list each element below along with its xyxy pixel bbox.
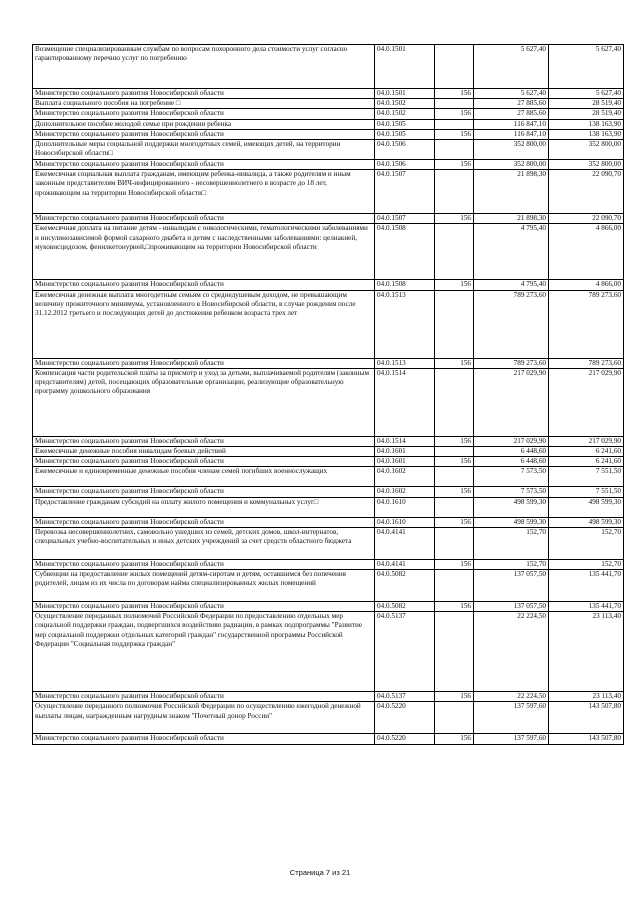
table-row [33, 160, 624, 170]
table-row [33, 109, 624, 119]
row-value-2021-cell: 22 224,50 [474, 612, 549, 692]
row-code-cell: 04.0.5082 [375, 602, 435, 612]
row-code-cell: 04.0.1513 [375, 290, 435, 358]
row-value-2021-cell: 116 847,10 [474, 119, 549, 129]
row-value-2022-cell: 5 627,40 [549, 45, 624, 89]
row-name-cell: Министерство социального развития Новосибирской области [33, 280, 375, 290]
row-vr-cell: 156 [435, 358, 474, 368]
table-row [33, 692, 624, 702]
row-value-2021-cell: 137 597,60 [474, 702, 549, 734]
table-row [33, 517, 624, 527]
row-vr-cell: 156 [435, 436, 474, 446]
row-vr-cell: 156 [435, 487, 474, 497]
row-name-cell: Министерство социального развития Новосибирской области [33, 559, 375, 569]
row-name-cell: Министерство социального развития Новосибирской области [33, 436, 375, 446]
row-name-cell: Министерство социального развития Новосибирской области [33, 129, 375, 139]
row-value-2022-cell: 152,70 [549, 527, 624, 559]
row-value-2022-cell: 352 800,00 [549, 160, 624, 170]
row-code-cell: 04.0.4141 [375, 559, 435, 569]
row-code-cell: 04.0.1506 [375, 160, 435, 170]
row-vr-cell: 156 [435, 457, 474, 467]
row-value-2021-cell: 137 057,50 [474, 602, 549, 612]
row-value-2022-cell: 4 866,00 [549, 280, 624, 290]
table-row [33, 487, 624, 497]
row-name-cell: Министерство социального развития Новосибирской области [33, 602, 375, 612]
row-value-2021-cell: 789 273,60 [474, 290, 549, 358]
row-value-2021-cell: 4 795,40 [474, 280, 549, 290]
row-name-cell: Перевозка несовершеннолетних, самовольно ушедших из семей, детских домов, школ-интернатов, специальных учебно-воспитательных и иных детских учреждений за счет средств областного бюджета [33, 527, 375, 559]
row-vr-cell [435, 290, 474, 358]
row-value-2021-cell: 789 273,60 [474, 358, 549, 368]
table-row [33, 457, 624, 467]
table-row [33, 447, 624, 457]
row-vr-cell [435, 119, 474, 129]
row-value-2022-cell: 138 163,90 [549, 119, 624, 129]
row-value-2022-cell: 6 241,60 [549, 457, 624, 467]
row-vr-cell [435, 467, 474, 487]
row-name-cell: Министерство социального развития Новосибирской области [33, 487, 375, 497]
row-name-cell: Возмещение специализированным службам по вопросам похоронного дела стоимости услуг согласно гарантированному перечню услуг по погребению [33, 45, 375, 89]
row-code-cell: 04.0.1601 [375, 457, 435, 467]
row-value-2021-cell: 137 057,50 [474, 570, 549, 602]
row-vr-cell: 156 [435, 280, 474, 290]
row-code-cell: 04.0.1514 [375, 368, 435, 436]
row-name-cell: Министерство социального развития Новосибирской области [33, 457, 375, 467]
row-vr-cell: 156 [435, 129, 474, 139]
row-value-2022-cell: 143 507,80 [549, 734, 624, 744]
row-value-2022-cell: 7 551,50 [549, 487, 624, 497]
table-row [33, 702, 624, 734]
row-code-cell: 04.0.1508 [375, 224, 435, 280]
row-vr-cell [435, 170, 474, 214]
row-code-cell: 04.0.1610 [375, 497, 435, 517]
row-name-cell: Субвенции на предоставление жилых помещений детям-сиротам и детям, оставшимся без попечения родителей, лицам из их числа по договорам найма специализированных жилых помещений [33, 570, 375, 602]
row-vr-cell [435, 447, 474, 457]
row-value-2021-cell: 137 597,60 [474, 734, 549, 744]
row-name-cell: Выплата социального пособия на погребение □ [33, 99, 375, 109]
row-value-2021-cell: 7 573,50 [474, 487, 549, 497]
row-name-cell: Осуществление переданных полномочий Российской Федерации по предоставлению отдельных мер социальной поддержки граждан, подвергшихся воздействию радиации, в рамках подпрограммы "Развитие мер социальной поддержки отдельных категорий граждан" государственной программы Российской Федерации "Социальная поддержка граждан" [33, 612, 375, 692]
row-name-cell: Министерство социального развития Новосибирской области [33, 734, 375, 744]
row-code-cell: 04.0.5137 [375, 612, 435, 692]
row-value-2021-cell: 4 795,40 [474, 224, 549, 280]
row-value-2022-cell: 23 113,40 [549, 612, 624, 692]
row-value-2022-cell: 789 273,60 [549, 290, 624, 358]
table-row [33, 99, 624, 109]
row-vr-cell [435, 570, 474, 602]
row-vr-cell [435, 368, 474, 436]
row-value-2021-cell: 6 448,60 [474, 457, 549, 467]
table-row [33, 140, 624, 160]
row-vr-cell [435, 45, 474, 89]
row-value-2021-cell: 5 627,40 [474, 89, 549, 99]
row-value-2022-cell: 217 029,90 [549, 368, 624, 436]
row-name-cell: Министерство социального развития Новосибирской области [33, 358, 375, 368]
row-value-2022-cell: 789 273,60 [549, 358, 624, 368]
table-row [33, 734, 624, 744]
row-code-cell: 04.0.1508 [375, 280, 435, 290]
row-name-cell: Дополнительные меры социальной поддержки многодетных семей, имеющих детей, на территории Новосибирской области□ [33, 140, 375, 160]
row-code-cell: 04.0.5220 [375, 734, 435, 744]
row-code-cell: 04.0.1507 [375, 170, 435, 214]
table-row [33, 436, 624, 446]
row-value-2022-cell: 7 551,50 [549, 467, 624, 487]
row-code-cell: 04.0.4141 [375, 527, 435, 559]
row-name-cell: Предоставление гражданам субсидий на оплату жилого помещения и коммунальных услуг□ [33, 497, 375, 517]
row-code-cell: 04.0.1501 [375, 89, 435, 99]
row-vr-cell: 156 [435, 89, 474, 99]
table-row [33, 89, 624, 99]
row-value-2022-cell: 352 800,00 [549, 140, 624, 160]
row-name-cell: Компенсация части родительской платы за присмотр и уход за детьми, выплачиваемой родителям (законным представителям) детей, посещающих образовательные организации, реализующие образовательную программу дошкольного образования [33, 368, 375, 436]
row-code-cell: 04.0.1514 [375, 436, 435, 446]
table-row [33, 129, 624, 139]
row-value-2022-cell: 22 090,70 [549, 214, 624, 224]
row-code-cell: 04.0.1601 [375, 447, 435, 457]
table-row [33, 214, 624, 224]
row-name-cell: Ежемесячная доплата на питание детям - инвалидам с онкологическими, гематологическими заболеваниями и инсулинозависимой формой сахарного диабета и детям с наследственными заболеваниями: целиакией, муковисцидозом, фенилкетонурией,□проживающим на территории Новосибирской области [33, 224, 375, 280]
row-code-cell: 04.0.5137 [375, 692, 435, 702]
row-name-cell: Осуществление переданного полномочия Российской Федерации по осуществлению ежегодной денежной выплаты лицам, награжденным нагрудным знаком "Почетный донор России" [33, 702, 375, 734]
row-vr-cell: 156 [435, 734, 474, 744]
row-name-cell: Министерство социального развития Новосибирской области [33, 214, 375, 224]
row-value-2021-cell: 152,70 [474, 559, 549, 569]
table-row [33, 497, 624, 517]
row-value-2022-cell: 28 519,40 [549, 109, 624, 119]
row-value-2022-cell: 4 866,00 [549, 224, 624, 280]
row-value-2021-cell: 116 847,10 [474, 129, 549, 139]
row-code-cell: 04.0.1505 [375, 129, 435, 139]
row-code-cell: 04.0.1602 [375, 467, 435, 487]
row-value-2021-cell: 22 224,50 [474, 692, 549, 702]
row-value-2021-cell: 217 029,90 [474, 436, 549, 446]
row-value-2021-cell: 498 599,30 [474, 497, 549, 517]
row-value-2021-cell: 352 800,00 [474, 140, 549, 160]
row-vr-cell [435, 99, 474, 109]
row-value-2022-cell: 6 241,60 [549, 447, 624, 457]
row-vr-cell: 156 [435, 692, 474, 702]
row-vr-cell: 156 [435, 214, 474, 224]
table-row [33, 170, 624, 214]
table-row [33, 280, 624, 290]
row-name-cell: Ежемесячная социальная выплата гражданам, имеющим ребенка-инвалида, а также родителям и иным законным представителям ВИЧ-инфицированного - несовершеннолетнего в возрасте до 18 лет, проживающим на территории Новосибирской области□ [33, 170, 375, 214]
table-row [33, 612, 624, 692]
row-code-cell: 04.0.1506 [375, 140, 435, 160]
row-value-2022-cell: 5 627,40 [549, 89, 624, 99]
row-name-cell: Ежемесячные денежные пособия инвалидам боевых действий [33, 447, 375, 457]
row-vr-cell [435, 612, 474, 692]
table-row [33, 224, 624, 280]
row-code-cell: 04.0.1502 [375, 109, 435, 119]
row-code-cell: 04.0.1505 [375, 119, 435, 129]
row-code-cell: 04.0.1610 [375, 517, 435, 527]
row-name-cell: Министерство социального развития Новосибирской области [33, 109, 375, 119]
row-vr-cell: 156 [435, 160, 474, 170]
table-row [33, 290, 624, 358]
row-value-2022-cell: 135 441,70 [549, 602, 624, 612]
row-code-cell: 04.0.1501 [375, 45, 435, 89]
row-value-2022-cell: 22 090,70 [549, 170, 624, 214]
row-name-cell: Ежемесячные и единовременные денежные пособия членам семей погибших военнослужащих [33, 467, 375, 487]
row-value-2021-cell: 152,70 [474, 527, 549, 559]
row-code-cell: 04.0.5082 [375, 570, 435, 602]
row-value-2021-cell: 21 898,30 [474, 214, 549, 224]
table-row [33, 467, 624, 487]
row-value-2022-cell: 498 599,30 [549, 497, 624, 517]
row-value-2022-cell: 135 441,70 [549, 570, 624, 602]
row-vr-cell: 156 [435, 517, 474, 527]
row-value-2022-cell: 152,70 [549, 559, 624, 569]
row-name-cell: Министерство социального развития Новосибирской области [33, 160, 375, 170]
row-value-2021-cell: 217 029,90 [474, 368, 549, 436]
row-name-cell: Министерство социального развития Новосибирской области [33, 517, 375, 527]
row-value-2022-cell: 23 113,40 [549, 692, 624, 702]
table-row [33, 559, 624, 569]
table-row [33, 119, 624, 129]
table-row [33, 570, 624, 602]
row-vr-cell [435, 497, 474, 517]
row-code-cell: 04.0.1602 [375, 487, 435, 497]
row-code-cell: 04.0.1507 [375, 214, 435, 224]
table-row [33, 358, 624, 368]
table-row [33, 602, 624, 612]
row-vr-cell [435, 527, 474, 559]
row-value-2021-cell: 21 898,30 [474, 170, 549, 214]
row-name-cell: Министерство социального развития Новосибирской области [33, 89, 375, 99]
row-value-2022-cell: 217 029,90 [549, 436, 624, 446]
row-vr-cell: 156 [435, 109, 474, 119]
row-name-cell: Дополнительное пособие молодой семье при рождении ребенка [33, 119, 375, 129]
row-value-2021-cell: 498 599,30 [474, 517, 549, 527]
row-vr-cell: 156 [435, 602, 474, 612]
row-value-2022-cell: 143 507,80 [549, 702, 624, 734]
row-value-2021-cell: 6 448,60 [474, 447, 549, 457]
row-value-2022-cell: 28 519,40 [549, 99, 624, 109]
row-code-cell: 04.0.5220 [375, 702, 435, 734]
budget-table-body [33, 45, 624, 745]
row-code-cell: 04.0.1513 [375, 358, 435, 368]
row-code-cell: 04.0.1502 [375, 99, 435, 109]
row-name-cell: Министерство социального развития Новосибирской области [33, 692, 375, 702]
row-value-2021-cell: 5 627,40 [474, 45, 549, 89]
row-vr-cell [435, 702, 474, 734]
row-value-2021-cell: 7 573,50 [474, 467, 549, 487]
budget-table [32, 44, 624, 745]
row-value-2021-cell: 27 885,60 [474, 99, 549, 109]
row-vr-cell [435, 140, 474, 160]
row-value-2021-cell: 352 800,00 [474, 160, 549, 170]
row-value-2021-cell: 27 885,60 [474, 109, 549, 119]
row-value-2022-cell: 498 599,30 [549, 517, 624, 527]
row-vr-cell: 156 [435, 559, 474, 569]
table-row [33, 527, 624, 559]
page-footer: Страница 7 из 21 [289, 868, 351, 877]
row-vr-cell [435, 224, 474, 280]
table-row [33, 368, 624, 436]
row-value-2022-cell: 138 163,90 [549, 129, 624, 139]
table-row [33, 45, 624, 89]
row-name-cell: Ежемесячная денежная выплата многодетным семьям со среднедушевым доходом, не превышающим величину прожиточного минимума, установленного в Новосибирской области, в случае рождения после 31.12.2012 третьего и последующих детей до достижения ребенком возраста трех лет [33, 290, 375, 358]
